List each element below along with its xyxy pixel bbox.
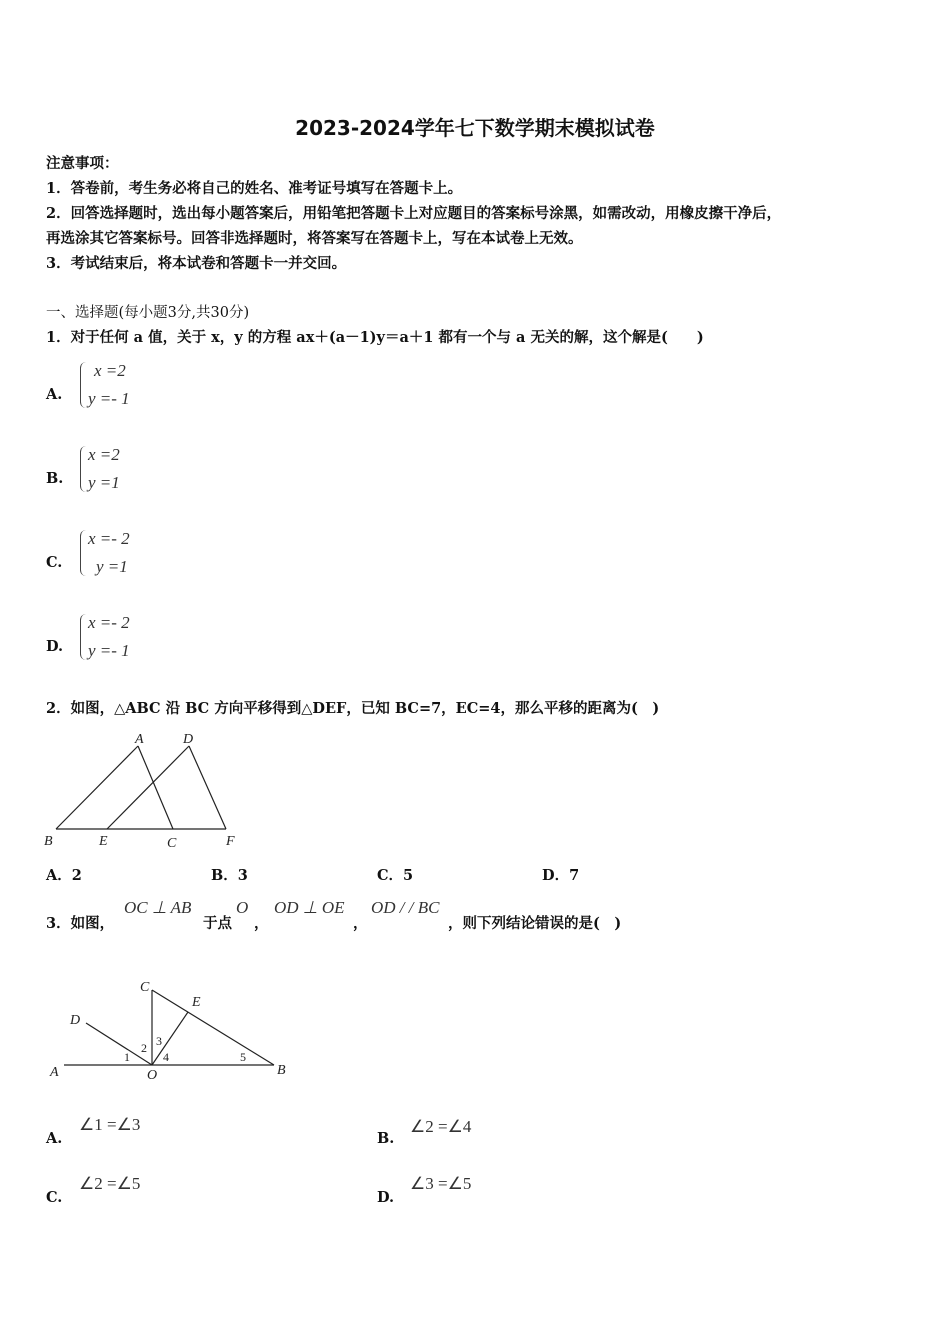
- angle-4-label: 4: [163, 1050, 169, 1064]
- option-label: B.: [46, 470, 64, 487]
- notice-item: 3．考试结束后，将本试卷和答题卡一并交回。: [46, 255, 347, 272]
- point-o: O: [236, 898, 249, 917]
- q3-option-c-expr: ∠2 =∠5: [79, 1174, 141, 1193]
- notice-item: 2．回答选择题时，选出每小题答案后，用铅笔把答题卡上对应题目的答案标号涂黑，如需改动，用橡皮擦干净后，: [46, 205, 782, 222]
- q2-option-b: B．3: [211, 867, 248, 884]
- point-e-label: E: [99, 834, 108, 849]
- perpendicular-figure: [40, 975, 300, 1085]
- q3-option-a-label: A.: [46, 1130, 63, 1147]
- q3-option-c-label: C.: [46, 1189, 63, 1206]
- point-c-label: C: [167, 836, 177, 851]
- condition-od-perp-oe: OD ⊥ OE: [274, 898, 345, 917]
- angle-2-label: 2: [141, 1041, 147, 1055]
- q3-option-d-label: D.: [377, 1189, 395, 1206]
- option-label: A.: [46, 386, 63, 403]
- point-o-label: O: [147, 1068, 158, 1083]
- q2-option-c: C．5: [377, 867, 414, 884]
- translation-figure: [40, 728, 250, 853]
- angle-5-label: 5: [240, 1050, 246, 1064]
- condition-od-parallel-bc: OD / / BC: [371, 898, 440, 917]
- point-c-label: C: [140, 980, 150, 995]
- point-b-label: B: [277, 1063, 286, 1078]
- q2-option-d: D．7: [542, 867, 580, 884]
- q2-option-a: A．2: [46, 867, 82, 884]
- point-d-label: D: [70, 1013, 81, 1028]
- question-1-text: 1．对于任何 a 值，关于 x，y 的方程 ax＋(a－1)y＝a＋1 都有一个与 a 无关的解，这个解是( ): [46, 329, 704, 346]
- brace-icon: [80, 362, 87, 408]
- point-d-label: D: [183, 732, 194, 747]
- notice-item: 1．答卷前，考生务必将自己的姓名、准考证号填写在答题卡上。: [46, 180, 463, 197]
- angle-1-label: 1: [124, 1050, 130, 1064]
- brace-icon: [80, 446, 87, 492]
- point-e-label: E: [192, 995, 201, 1010]
- equation-1: x =2: [94, 361, 126, 380]
- angle-3-label: 3: [156, 1034, 162, 1048]
- question-3-suffix: ，则下列结论错误的是( ): [448, 915, 622, 932]
- equation-1: x =- 2: [88, 529, 130, 548]
- equation-2: y =1: [96, 557, 128, 576]
- point-f-label: F: [226, 834, 235, 849]
- point-a-label: A: [135, 732, 144, 747]
- point-a-label: A: [50, 1065, 59, 1080]
- notice-heading: 注意事项：: [46, 155, 119, 172]
- equation-1: x =- 2: [88, 613, 130, 632]
- q3-option-b-expr: ∠2 =∠4: [410, 1117, 472, 1136]
- point-b-label: B: [44, 834, 53, 849]
- equation-2: y =- 1: [88, 389, 130, 408]
- notice-item: 再选涂其它答案标号。回答非选择题时，将答案写在答题卡上，写在本试卷上无效。: [46, 230, 583, 247]
- option-label: C.: [46, 554, 63, 571]
- equation-1: x =2: [88, 445, 120, 464]
- brace-icon: [80, 614, 87, 660]
- q3-option-b-label: B.: [377, 1130, 395, 1147]
- question-3-mid: 于点: [203, 915, 232, 932]
- option-label: D.: [46, 638, 64, 655]
- separator: ，: [353, 915, 368, 932]
- equation-2: y =1: [88, 473, 120, 492]
- separator: ，: [254, 915, 269, 932]
- q3-option-a-expr: ∠1 =∠3: [79, 1115, 141, 1134]
- equation-2: y =- 1: [88, 641, 130, 660]
- brace-icon: [80, 530, 87, 576]
- condition-oc-perp-ab: OC ⊥ AB: [124, 898, 192, 917]
- page-title: 2023-2024学年七下数学期末模拟试卷: [295, 116, 655, 140]
- question-2-text: 2．如图，△ABC 沿 BC 方向平移得到△DEF，已知 BC=7，EC=4，那么平移的距离为( ): [46, 700, 660, 717]
- question-3-prefix: 3．如图，: [46, 915, 115, 932]
- q3-option-d-expr: ∠3 =∠5: [410, 1174, 472, 1193]
- section-heading: 一、选择题(每小题3分,共30分): [46, 305, 250, 321]
